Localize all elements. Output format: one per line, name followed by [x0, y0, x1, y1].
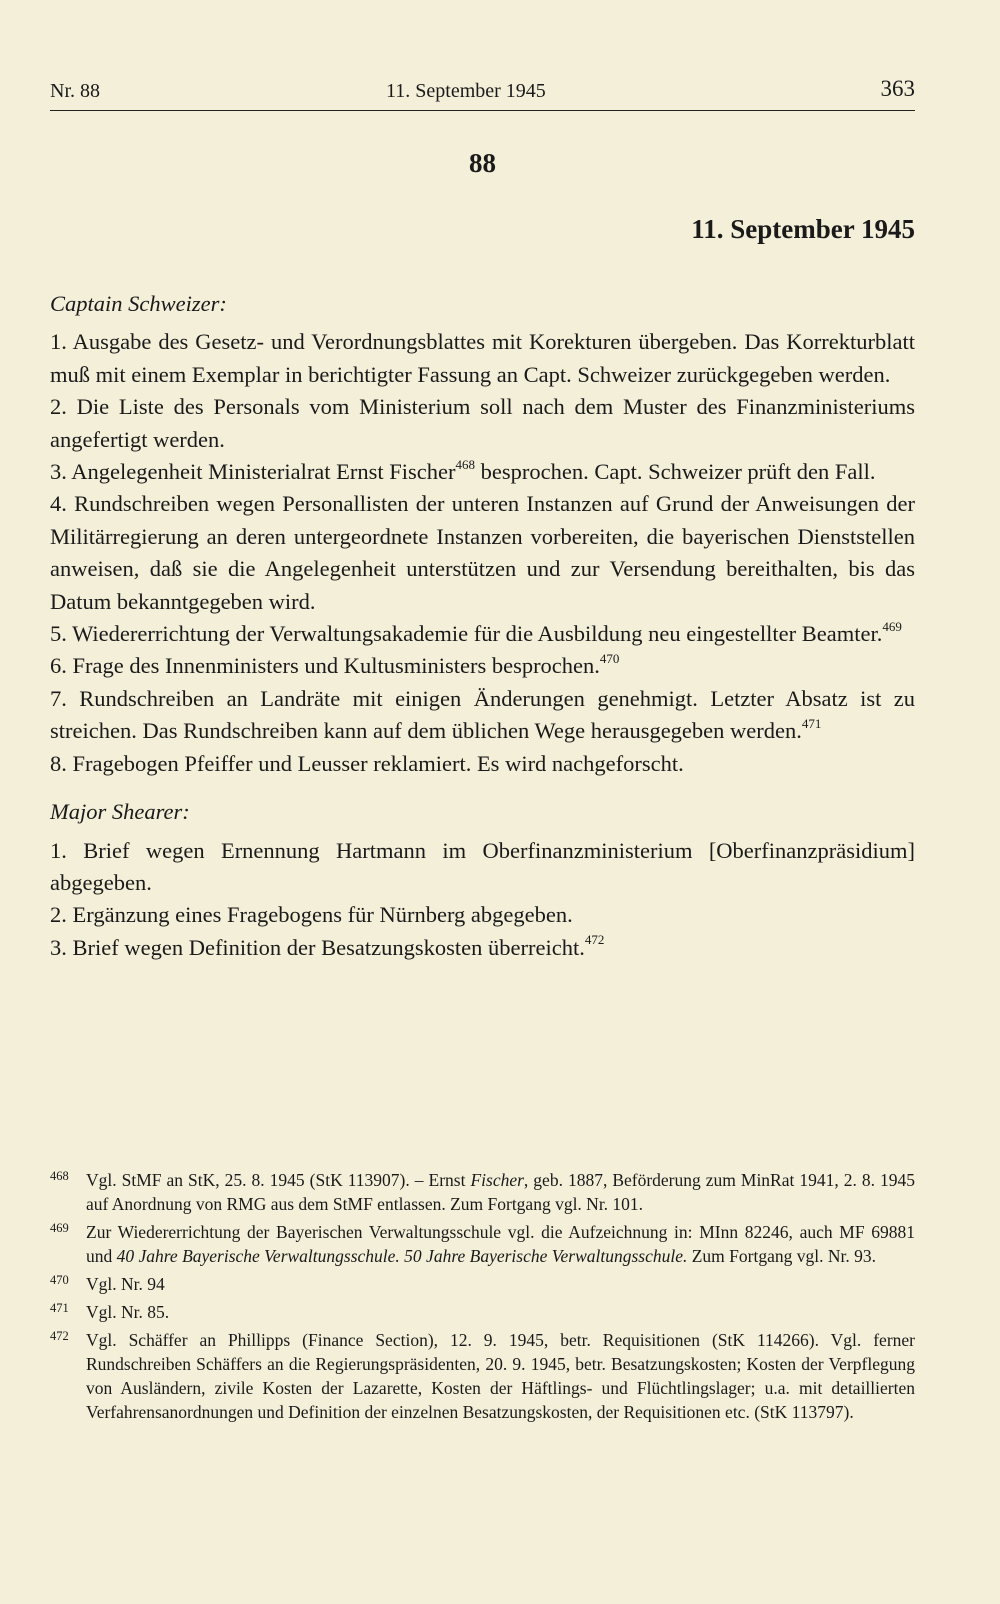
item-text: 3. Brief wegen Definition der Besatzungskosten überreicht.	[50, 934, 585, 960]
footnote-number: 468	[50, 1169, 69, 1183]
footnote-text: Vgl. StMF an StK, 25. 8. 1945 (StK 113907). – Ernst	[86, 1170, 471, 1190]
document-date-heading: 11. September 1945	[691, 214, 915, 244]
footnote-ref: 472	[584, 932, 605, 948]
body-text	[50, 288, 915, 964]
speaker-label: Major Shearer:	[50, 799, 190, 825]
footnote-text: Vgl. Schäffer an Phillipps (Finance Section), 12. 9. 1945, betr. Requisitionen (StK 114266). Vgl. ferner Rundschreiben Schäffers an die Regierungspräsidenten, 20. 9. 1945, betr. Besatzungskosten; Kosten der Verpflegung von Ausländern, zivile Kosten der Lazarette, Kosten der Häftlings- und Flüchtlingslager; u.a. mit detaillierten Verfahrensanordnungen und Definition der einzelnen Besatzungskosten, der Requisitionen etc. (StK 113797).	[86, 1330, 915, 1422]
footnote-title: Fischer	[470, 1170, 524, 1190]
section-gap	[50, 780, 915, 796]
footnote	[50, 1220, 915, 1268]
footnote-ref: 471	[801, 715, 822, 731]
footnote-number: 469	[50, 1221, 69, 1235]
footnote-text: Vgl. Nr. 85.	[86, 1302, 170, 1322]
footnote-ref: 469	[882, 618, 902, 634]
item-text: 6. Frage des Innenministers und Kultusministers besprochen.	[50, 653, 600, 679]
footnote	[50, 1300, 915, 1324]
protocol-item	[50, 899, 915, 931]
item-text: 4. Rundschreiben wegen Personallisten der unteren Instanzen auf Grund der Anweisungen der Militärregierung an deren untergeordnete Instanzen vorbereiten, die bayerischen Dienststellen anweisen, daß sie die Angelegenheit unterstützen und zur Versendung bereithalten, bis das Datum bekanntgegeben wird.	[50, 491, 915, 614]
header-document-number: Nr. 88	[50, 80, 100, 102]
header-rule	[50, 110, 915, 111]
footnote	[50, 1328, 915, 1424]
page-number: 363	[880, 76, 915, 101]
running-head	[50, 76, 915, 108]
item-text: 2. Die Liste des Personals vom Ministerium soll nach dem Muster des Finanzministeriums angefertigt werden.	[50, 394, 915, 452]
item-text: 2. Ergänzung eines Fragebogens für Nürnberg abgegeben.	[50, 902, 573, 928]
protocol-item	[50, 748, 915, 780]
footnote-title: 40 Jahre Bayerische Verwaltungsschule. 50 Jahre Bayerische Verwaltungsschule.	[116, 1246, 688, 1266]
document-number-heading: 88	[469, 148, 496, 178]
item-text: 1. Brief wegen Ernennung Hartmann im Oberfinanzministerium [Oberfinanzpräsidium] abgegeben.	[50, 837, 915, 895]
footnote-text: Zum Fortgang vgl. Nr. 93.	[687, 1246, 876, 1266]
footnote-ref: 470	[599, 650, 620, 666]
protocol-item	[50, 618, 915, 650]
protocol-item	[50, 683, 915, 748]
speaker-label: Captain Schweizer:	[50, 291, 227, 316]
footnotes	[50, 1168, 915, 1428]
protocol-item	[50, 456, 915, 488]
protocol-item	[50, 932, 915, 964]
footnote-number: 472	[50, 1329, 69, 1343]
protocol-item	[50, 835, 915, 900]
footnote-text: Vgl. Nr. 94	[86, 1274, 165, 1294]
item-text-continued: besprochen. Capt. Schweizer prüft den Fall.	[475, 459, 876, 485]
item-text: 3. Angelegenheit Ministerialrat Ernst Fischer	[50, 459, 456, 485]
footnote-ref: 468	[455, 456, 476, 472]
header-date: 11. September 1945	[386, 80, 546, 102]
protocol-item	[50, 488, 915, 618]
item-text: 5. Wiedererrichtung der Verwaltungsakademie für die Ausbildung neu eingestellter Beamter.	[50, 621, 883, 647]
protocol-item	[50, 650, 915, 682]
footnote	[50, 1168, 915, 1216]
footnote-number: 471	[50, 1301, 69, 1315]
footnote	[50, 1272, 915, 1296]
footnote-number: 470	[50, 1273, 69, 1287]
protocol-item	[50, 391, 915, 456]
footnote-text: , geb. 1887, Beförderung zum MinRat 1941, 2. 8. 1945 auf Anordnung von RMG aus dem StMF entlassen. Zum Fortgang vgl. Nr. 101.	[86, 1170, 915, 1214]
item-text: 1. Ausgabe des Gesetz- und Verordnungsblattes mit Korekturen übergeben. Das Korrekturblatt muß mit einem Exemplar in berichtigter Fassung an Capt. Schweizer zurückgegeben werden.	[50, 329, 915, 387]
footnote-text: Zur Wiedererrichtung der Bayerischen Verwaltungsschule vgl. die Aufzeichnung in: MInn 82246, auch MF 69881 und	[86, 1222, 915, 1266]
item-text: 8. Fragebogen Pfeiffer und Leusser reklamiert. Es wird nachgeforscht.	[50, 750, 684, 776]
item-text: 7. Rundschreiben an Landräte mit einigen Änderungen genehmigt. Letzter Absatz ist zu streichen. Das Rundschreiben kann auf dem üblichen Wege herausgegeben werden.	[50, 685, 915, 744]
protocol-item	[50, 326, 915, 391]
